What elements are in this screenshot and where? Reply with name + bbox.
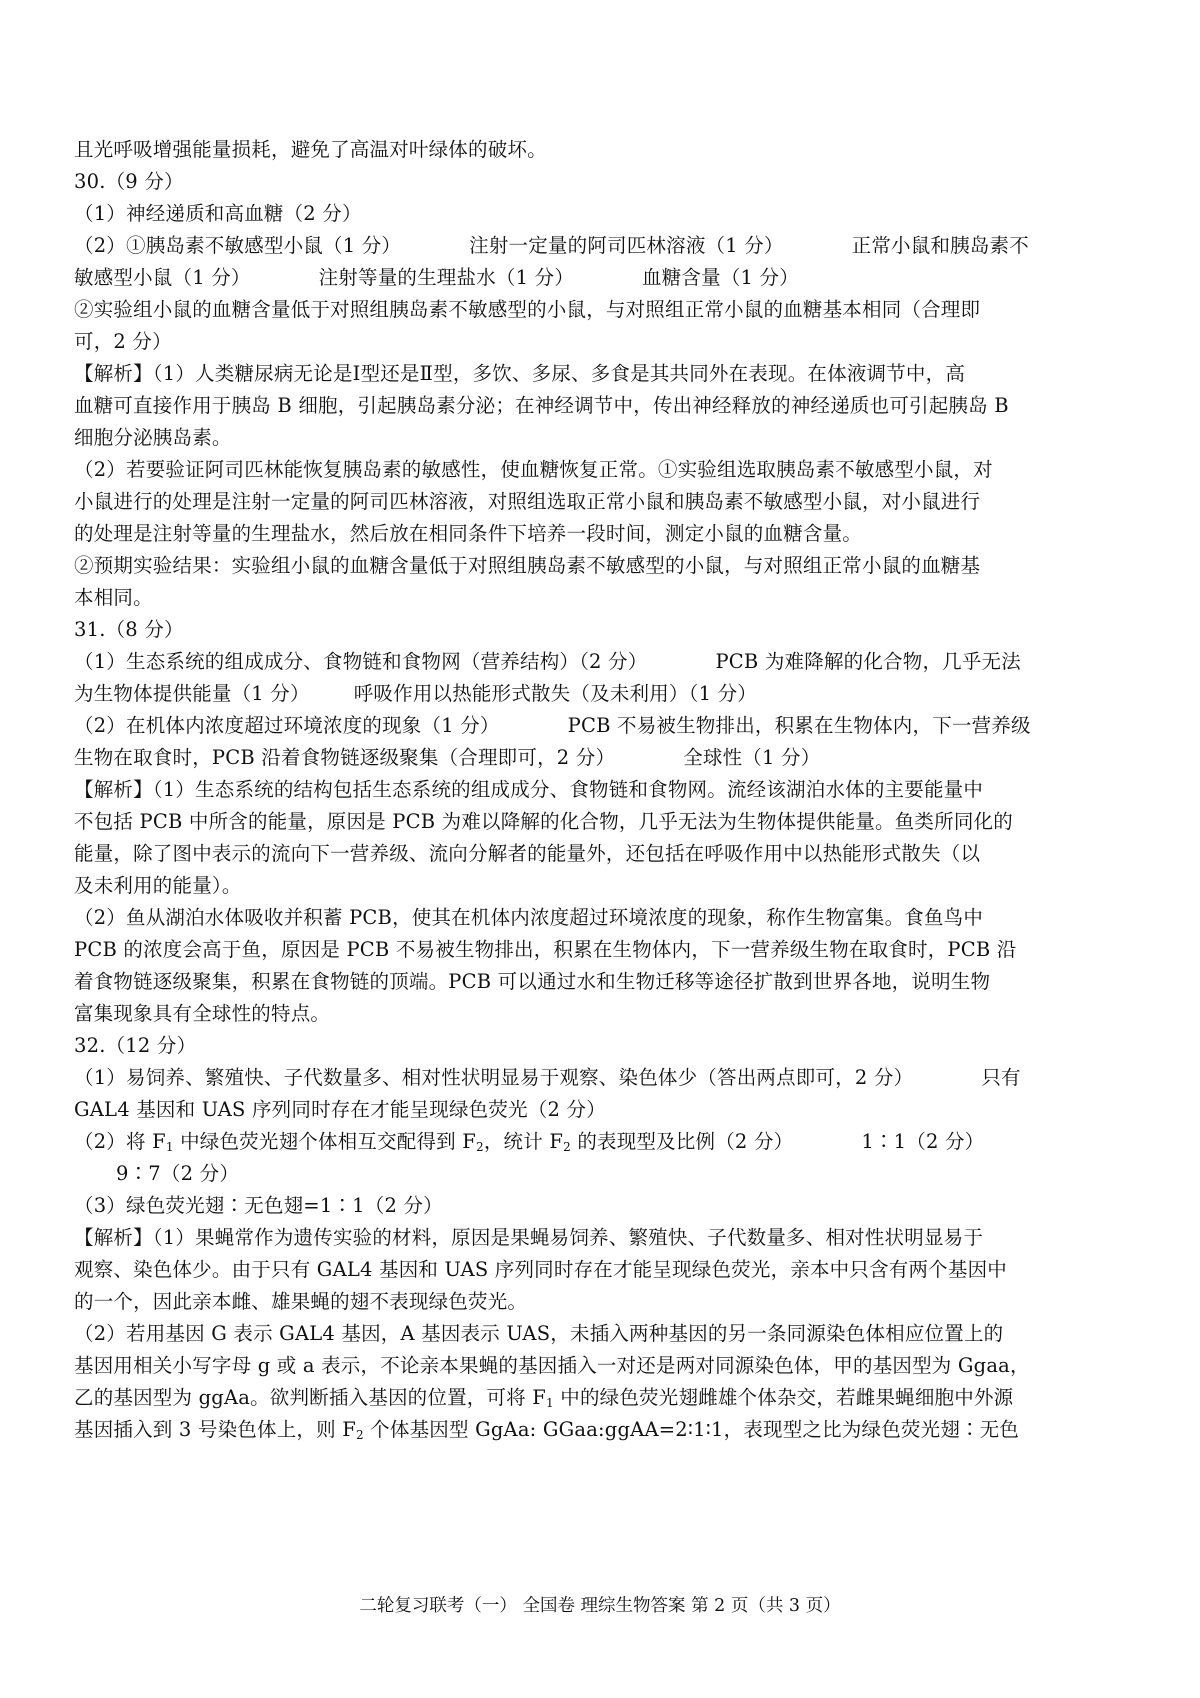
subscript: 2 bbox=[355, 1428, 364, 1442]
explanation-line: PCB 的浓度会高于鱼，原因是 PCB 不易被生物排出，积累在生物体内，下一营养级生物在取食时，PCB 沿 bbox=[74, 938, 1017, 961]
answer-line: ②实验组小鼠的血糖含量低于对照组胰岛素不敏感型的小鼠，与对照组正常小鼠的血糖基本相同（合理即 bbox=[74, 298, 981, 321]
answer-line: 9∶7（2 分） bbox=[116, 1162, 240, 1185]
answer-part: 全球性（1 分） bbox=[683, 746, 821, 769]
answer-part: 只有 bbox=[981, 1066, 1021, 1089]
answer-line bbox=[74, 263, 799, 293]
answer-part: （2）将 F bbox=[74, 1130, 166, 1153]
explanation-line: （2）若要验证阿司匹林能恢复胰岛素的敏感性，使血糖恢复正常。①实验组选取胰岛素不敏感型小鼠，对 bbox=[74, 458, 993, 481]
answer-part: 1∶1（2 分） bbox=[861, 1130, 985, 1153]
answer-part: ，统计 F bbox=[483, 1130, 564, 1153]
explanation-line: 富集现象具有全球性的特点。 bbox=[74, 1002, 331, 1025]
explanation-part: 乙的基因型为 ggAa。欲判断插入基因的位置，可将 F bbox=[74, 1386, 547, 1409]
explanation-line: 观察、染色体少。由于只有 GAL4 基因和 UAS 序列同时存在才能呈现绿色荧光，亲本中只含有两个基因中 bbox=[74, 1258, 1007, 1281]
explanation-line: 【解析】（1）果蝇常作为遗传实验的材料，原因是果蝇易饲养、繁殖快、子代数量多、相对性状明显易于 bbox=[74, 1226, 984, 1249]
explanation-line: 着食物链逐级聚集，积累在食物链的顶端。PCB 可以通过水和生物迁移等途径扩散到世界各地，说明生物 bbox=[74, 970, 991, 993]
answer-line: （3）绿色荧光翅∶无色翅=1∶1（2 分） bbox=[74, 1194, 443, 1217]
answer-line: 可，2 分） bbox=[74, 330, 172, 353]
explanation-line: （2）鱼从湖泊水体吸收并积蓄 PCB，使其在机体内浓度超过环境浓度的现象，称作生物富集。食鱼鸟中 bbox=[74, 906, 984, 929]
text-line: 且光呼吸增强能量损耗，避免了高温对叶绿体的破坏。 bbox=[74, 138, 547, 161]
explanation-line: 【解析】（1）生态系统的结构包括生态系统的组成成分、食物链和食物网。流经该湖泊水体的主要能量中 bbox=[74, 778, 984, 801]
subscript: 2 bbox=[476, 1140, 484, 1154]
answer-line bbox=[74, 1063, 1021, 1093]
explanation-line: ②预期实验结果：实验组小鼠的血糖含量低于对照组胰岛素不敏感型的小鼠，与对照组正常小鼠的血糖基 bbox=[74, 554, 981, 577]
subscript: 1 bbox=[546, 1396, 554, 1410]
explanation-line: 血糖可直接作用于胰岛 B 细胞，引起胰岛素分泌；在神经调节中，传出神经释放的神经递质也可引起胰岛 B bbox=[74, 394, 1009, 417]
answer-part: （1）生态系统的组成成分、食物链和食物网（营养结构）（2 分） bbox=[74, 650, 648, 673]
page-footer: 二轮复习联考（一） 全国卷 理综生物答案 第 2 页（共 3 页） bbox=[359, 1596, 841, 1616]
explanation-part: 中的绿色荧光翅雌雄个体杂交，若雌果蝇细胞中外源 bbox=[553, 1386, 1014, 1409]
answer-line bbox=[74, 231, 1029, 261]
explanation-line: 不包括 PCB 中所含的能量，原因是 PCB 为难以降解的化合物，几乎无法为生物体提供能量。鱼类所同化的 bbox=[74, 810, 1013, 833]
explanation-line: 的一个，因此亲本雌、雄果蝇的翅不表现绿色荧光。 bbox=[74, 1290, 528, 1313]
answer-part: 生物在取食时，PCB 沿着食物链逐级聚集（合理即可，2 分） bbox=[74, 746, 616, 769]
answer-line bbox=[74, 1127, 984, 1157]
explanation-part: 个体基因型 GgAa: GGaa:ggAA=2∶1∶1，表现型之比为绿色荧光翅∶无色 bbox=[363, 1418, 1020, 1441]
answer-part: （2）①胰岛素不敏感型小鼠（1 分） bbox=[74, 234, 402, 257]
explanation-line: 基因用相关小写字母 g 或 a 表示，不论亲本果蝇的基因插入一对还是两对同源染色体，甲的基因型为 Ggaa， bbox=[74, 1354, 1030, 1377]
answer-part: 呼吸作用以热能形式散失（及未利用）（1 分） bbox=[353, 682, 757, 705]
answer-line bbox=[74, 711, 1031, 741]
answer-part: （2）在机体内浓度超过环境浓度的现象（1 分） bbox=[74, 714, 500, 737]
answer-part: 注射一定量的阿司匹林溶液（1 分） bbox=[469, 234, 784, 257]
explanation-line: 【解析】（1）人类糖尿病无论是Ⅰ型还是Ⅱ型，多饮、多尿、多食是其共同外在表现。在体液调节中，高 bbox=[74, 362, 966, 385]
answer-part: PCB 为难降解的化合物，几乎无法 bbox=[715, 650, 1021, 673]
answer-part: 注射等量的生理盐水（1 分） bbox=[318, 266, 575, 289]
explanation-line: 能量，除了图中表示的流向下一营养级、流向分解者的能量外，还包括在呼吸作用中以热能形式散失（以 bbox=[74, 842, 981, 865]
explanation-part: 基因插入到 3 号染色体上，则 F bbox=[74, 1418, 356, 1441]
question-heading: 31.（8 分） bbox=[74, 618, 184, 641]
explanation-line: 小鼠进行的处理是注射一定量的阿司匹林溶液，对照组选取正常小鼠和胰岛素不敏感型小鼠，对小鼠进行 bbox=[74, 490, 981, 513]
explanation-line: 细胞分泌胰岛素。 bbox=[74, 426, 232, 449]
answer-line bbox=[74, 743, 820, 773]
answer-part: 敏感型小鼠（1 分） bbox=[74, 266, 251, 289]
answer-part: 为生物体提供能量（1 分） bbox=[74, 682, 310, 705]
explanation-line: 的处理是注射等量的生理盐水，然后放在相同条件下培养一段时间，测定小鼠的血糖含量。 bbox=[74, 522, 863, 545]
question-heading: 32.（12 分） bbox=[74, 1034, 197, 1057]
explanation-line: （2）若用基因 G 表示 GAL4 基因，A 基因表示 UAS，未插入两种基因的另一条同源染色体相应位置上的 bbox=[74, 1322, 1004, 1345]
answer-part: PCB 不易被生物排出，积累在生物体内，下一营养级 bbox=[567, 714, 1031, 737]
subscript: 1 bbox=[165, 1140, 174, 1154]
answer-part: （1）易饲养、繁殖快、子代数量多、相对性状明显易于观察、染色体少（答出两点即可，2 分） bbox=[74, 1066, 914, 1089]
answer-part: 中绿色荧光翅个体相互交配得到 F bbox=[173, 1130, 477, 1153]
answer-part: 血糖含量（1 分） bbox=[642, 266, 799, 289]
answer-line: （1）神经递质和高血糖（2 分） bbox=[74, 202, 362, 225]
answer-part: 正常小鼠和胰岛素不 bbox=[851, 234, 1029, 257]
explanation-line bbox=[74, 1383, 1013, 1413]
explanation-line bbox=[74, 1415, 1019, 1445]
answer-line bbox=[74, 647, 1021, 677]
explanation-line: 及未利用的能量）。 bbox=[74, 874, 242, 897]
answer-line: GAL4 基因和 UAS 序列同时存在才能呈现绿色荧光（2 分） bbox=[74, 1098, 606, 1121]
question-heading: 30.（9 分） bbox=[74, 170, 184, 193]
answer-line bbox=[74, 679, 757, 709]
answer-part: 的表现型及比例（2 分） bbox=[570, 1130, 794, 1153]
explanation-line: 本相同。 bbox=[74, 586, 153, 609]
subscript: 2 bbox=[563, 1140, 571, 1154]
